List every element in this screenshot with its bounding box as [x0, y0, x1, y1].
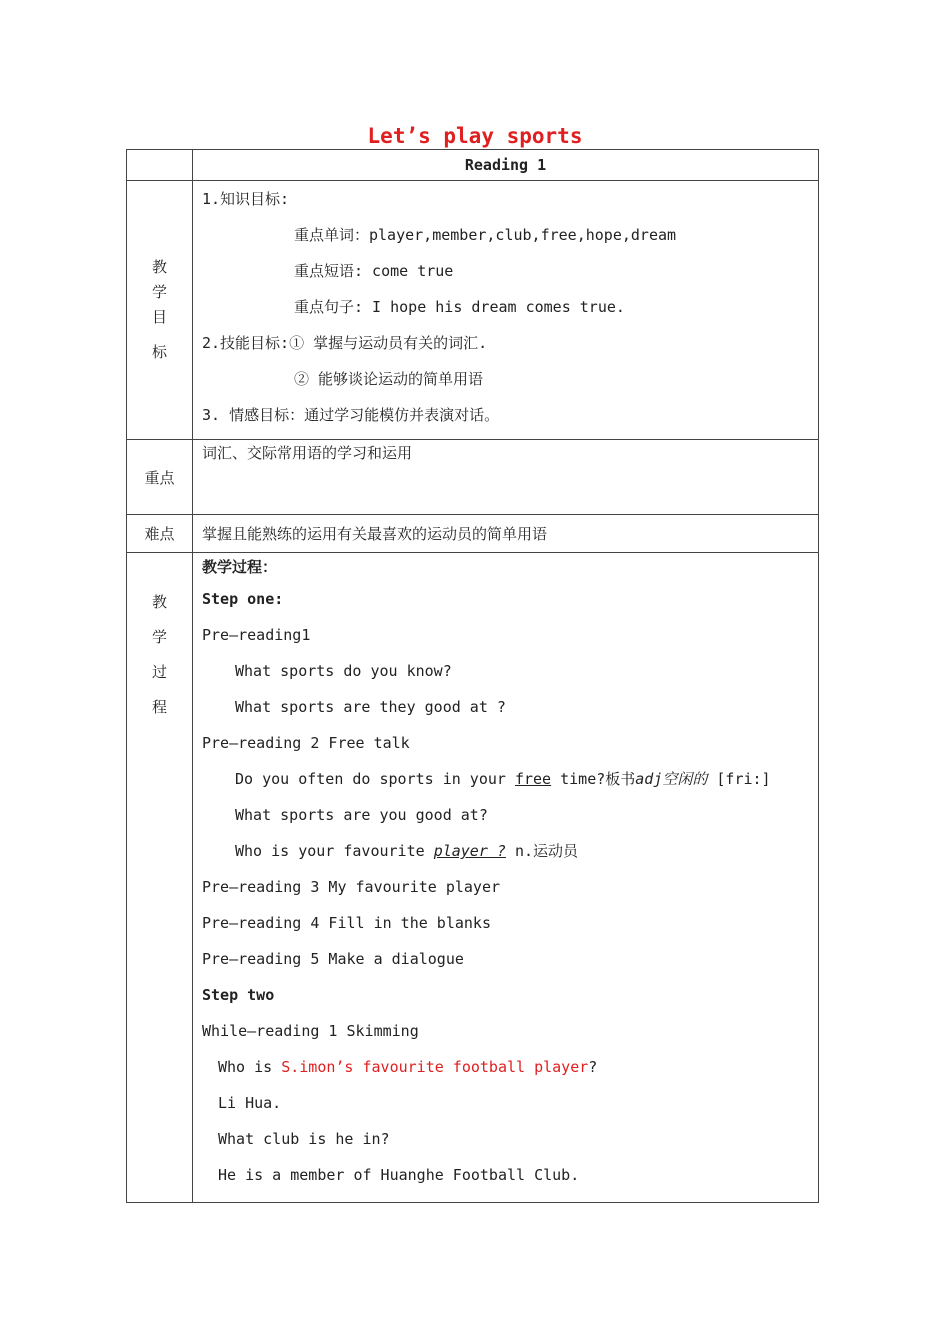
- lesson-plan-table: [126, 149, 819, 1203]
- objective-line: 3. 情感目标：通过学习能模仿并表演对话。: [202, 406, 500, 424]
- while-reading-1: While—reading 1 Skimming: [202, 1022, 419, 1040]
- process-label: 教 学 过 程: [127, 553, 193, 1203]
- pre-reading-4: Pre—reading 4 Fill in the blanks: [202, 914, 491, 932]
- objective-line: 1.知识目标:: [202, 190, 290, 208]
- pre-reading-1: Pre—reading1: [202, 626, 311, 644]
- objectives-label: 教 学 目 标: [127, 181, 193, 440]
- objective-line: 重点单词：player,member,club,free,hope,dream: [294, 226, 677, 244]
- key-points-content: 词汇、交际常用语的学习和运用: [193, 440, 819, 515]
- pre-reading-2: Pre—reading 2 Free talk: [202, 734, 410, 752]
- process-content: 教学过程： Step one: Pre—reading1 What sports do you know? What sports are they good at ? Pre—reading 2 Free talk Do you often do sports in your free time?板书adj空闲的 [fri:] What sports are you good at? Who is your favourite player ? n.运动员 Pre—reading 3 My favourite player Pre—reading 4 Fill in the blanks Pre—reading 5 Make a dialogue Step two While—reading 1 Skimming Who is S.imon’s favourite football player? Li Hua. What club is he in? He is a member of Huanghe Football Club.: [193, 553, 819, 1203]
- step-heading: Step one:: [202, 590, 284, 608]
- objective-line: ② 能够谈论运动的简单用语: [294, 370, 484, 388]
- objective-line: 重点句子: I hope his dream comes true.: [294, 298, 625, 316]
- pre-reading-5: Pre—reading 5 Make a dialogue: [202, 950, 464, 968]
- objective-line: 重点短语: come true: [294, 262, 454, 280]
- header-label-cell: [127, 150, 193, 181]
- page-title: Let’s play sports: [367, 124, 583, 148]
- objective-line: 2.技能目标:① 掌握与运动员有关的词汇.: [202, 334, 488, 352]
- difficulties-label: 难点: [127, 515, 193, 553]
- subtitle: Reading 1: [193, 150, 819, 181]
- step-heading: Step two: [202, 986, 275, 1004]
- objectives-content: [193, 181, 819, 440]
- difficulties-content: 掌握且能熟练的运用有关最喜欢的运动员的简单用语: [193, 515, 819, 553]
- key-points-label: 重点: [127, 440, 193, 515]
- process-heading: 教学过程：: [202, 558, 278, 576]
- pre-reading-3: Pre—reading 3 My favourite player: [202, 878, 501, 896]
